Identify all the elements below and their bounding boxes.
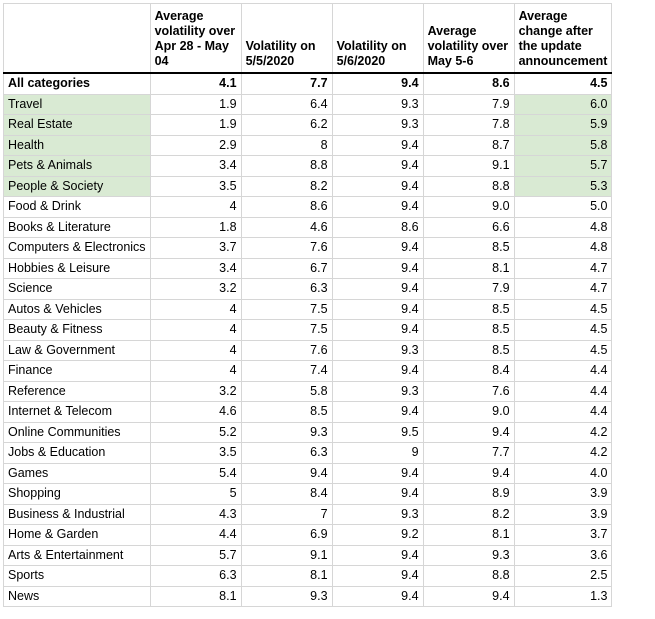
avg-change-cell: 5.8	[514, 135, 612, 156]
table-row	[4, 381, 612, 402]
table-row	[4, 115, 612, 136]
avg-apr28-may04-cell: 1.9	[150, 94, 241, 115]
volatility-may5-cell: 6.4	[241, 94, 332, 115]
avg-may5-6-cell: 9.3	[423, 545, 514, 566]
avg-apr28-may04-cell: 4	[150, 361, 241, 382]
header-avg-may5-6: Average volatility over May 5-6	[423, 4, 514, 74]
avg-may5-6-cell: 8.1	[423, 525, 514, 546]
avg-may5-6-cell: 7.8	[423, 115, 514, 136]
volatility-may6-cell: 9.4	[332, 176, 423, 197]
avg-may5-6-cell: 8.7	[423, 135, 514, 156]
table-row	[4, 320, 612, 341]
avg-change-cell: 3.6	[514, 545, 612, 566]
avg-apr28-may04-cell: 3.2	[150, 279, 241, 300]
volatility-may5-cell: 7.7	[241, 73, 332, 94]
volatility-may6-cell: 9.3	[332, 94, 423, 115]
category-cell: Travel	[4, 94, 151, 115]
avg-apr28-may04-cell: 4.6	[150, 402, 241, 423]
avg-apr28-may04-cell: 5.2	[150, 422, 241, 443]
category-cell: Pets & Animals	[4, 156, 151, 177]
avg-change-cell: 4.5	[514, 299, 612, 320]
volatility-may5-cell: 7.5	[241, 299, 332, 320]
volatility-may6-cell: 9.4	[332, 586, 423, 607]
volatility-may6-cell: 9.4	[332, 299, 423, 320]
avg-change-cell: 4.5	[514, 73, 612, 94]
avg-change-cell: 4.5	[514, 320, 612, 341]
volatility-may6-cell: 9.4	[332, 402, 423, 423]
avg-apr28-may04-cell: 6.3	[150, 566, 241, 587]
avg-change-cell: 4.8	[514, 238, 612, 259]
table-row	[4, 566, 612, 587]
table-row	[4, 94, 612, 115]
volatility-may5-cell: 8.4	[241, 484, 332, 505]
volatility-may5-cell: 6.3	[241, 443, 332, 464]
avg-change-cell: 4.4	[514, 361, 612, 382]
volatility-may6-cell: 9.3	[332, 115, 423, 136]
avg-may5-6-cell: 6.6	[423, 217, 514, 238]
avg-apr28-may04-cell: 4	[150, 197, 241, 218]
avg-change-cell: 4.4	[514, 381, 612, 402]
category-cell: Autos & Vehicles	[4, 299, 151, 320]
avg-apr28-may04-cell: 5.4	[150, 463, 241, 484]
volatility-may6-cell: 9.4	[332, 463, 423, 484]
table-row	[4, 238, 612, 259]
volatility-may6-cell: 9.4	[332, 545, 423, 566]
table-row	[4, 545, 612, 566]
header-avg-change: Average change after the update announcement	[514, 4, 612, 74]
avg-may5-6-cell: 7.6	[423, 381, 514, 402]
category-cell: Law & Government	[4, 340, 151, 361]
avg-apr28-may04-cell: 3.2	[150, 381, 241, 402]
table-row	[4, 504, 612, 525]
avg-may5-6-cell: 8.5	[423, 299, 514, 320]
avg-apr28-may04-cell: 5	[150, 484, 241, 505]
avg-apr28-may04-cell: 3.4	[150, 258, 241, 279]
table-row	[4, 402, 612, 423]
volatility-may6-cell: 9.3	[332, 340, 423, 361]
volatility-may5-cell: 6.9	[241, 525, 332, 546]
avg-may5-6-cell: 9.4	[423, 586, 514, 607]
category-cell: Computers & Electronics	[4, 238, 151, 259]
avg-change-cell: 4.2	[514, 422, 612, 443]
avg-may5-6-cell: 8.5	[423, 320, 514, 341]
avg-apr28-may04-cell: 4	[150, 340, 241, 361]
volatility-may5-cell: 8.8	[241, 156, 332, 177]
avg-may5-6-cell: 8.9	[423, 484, 514, 505]
volatility-may6-cell: 9.5	[332, 422, 423, 443]
avg-may5-6-cell: 9.0	[423, 402, 514, 423]
volatility-may5-cell: 7.6	[241, 238, 332, 259]
avg-may5-6-cell: 8.2	[423, 504, 514, 525]
category-cell: Home & Garden	[4, 525, 151, 546]
category-cell: Business & Industrial	[4, 504, 151, 525]
volatility-may6-cell: 9.4	[332, 484, 423, 505]
avg-may5-6-cell: 8.5	[423, 238, 514, 259]
avg-apr28-may04-cell: 4.1	[150, 73, 241, 94]
avg-may5-6-cell: 8.8	[423, 566, 514, 587]
avg-apr28-may04-cell: 3.4	[150, 156, 241, 177]
category-cell: Reference	[4, 381, 151, 402]
avg-change-cell: 4.2	[514, 443, 612, 464]
category-cell: All categories	[4, 73, 151, 94]
volatility-may6-cell: 9.4	[332, 566, 423, 587]
header-category	[4, 4, 151, 74]
volatility-may5-cell: 7.4	[241, 361, 332, 382]
avg-change-cell: 2.5	[514, 566, 612, 587]
avg-change-cell: 5.7	[514, 156, 612, 177]
category-cell: News	[4, 586, 151, 607]
category-cell: Sports	[4, 566, 151, 587]
avg-change-cell: 4.0	[514, 463, 612, 484]
volatility-may5-cell: 4.6	[241, 217, 332, 238]
category-cell: Arts & Entertainment	[4, 545, 151, 566]
volatility-may6-cell: 9.4	[332, 279, 423, 300]
table-body	[4, 73, 612, 607]
avg-apr28-may04-cell: 4	[150, 299, 241, 320]
table-row	[4, 463, 612, 484]
table-row	[4, 73, 612, 94]
table-row	[4, 525, 612, 546]
volatility-may5-cell: 7.6	[241, 340, 332, 361]
avg-apr28-may04-cell: 3.5	[150, 443, 241, 464]
table-row	[4, 176, 612, 197]
avg-change-cell: 3.9	[514, 484, 612, 505]
volatility-may5-cell: 6.3	[241, 279, 332, 300]
volatility-may5-cell: 6.2	[241, 115, 332, 136]
table-row	[4, 279, 612, 300]
avg-may5-6-cell: 9.4	[423, 422, 514, 443]
category-cell: Internet & Telecom	[4, 402, 151, 423]
avg-apr28-may04-cell: 8.1	[150, 586, 241, 607]
avg-may5-6-cell: 9.4	[423, 463, 514, 484]
category-cell: Science	[4, 279, 151, 300]
category-cell: Food & Drink	[4, 197, 151, 218]
avg-change-cell: 3.7	[514, 525, 612, 546]
volatility-may5-cell: 9.1	[241, 545, 332, 566]
category-cell: Shopping	[4, 484, 151, 505]
table-row	[4, 443, 612, 464]
volatility-may6-cell: 9.2	[332, 525, 423, 546]
volatility-may6-cell: 9.4	[332, 135, 423, 156]
volatility-may6-cell: 9.4	[332, 156, 423, 177]
category-cell: Health	[4, 135, 151, 156]
category-cell: Hobbies & Leisure	[4, 258, 151, 279]
table-row	[4, 586, 612, 607]
category-cell: Online Communities	[4, 422, 151, 443]
category-cell: Games	[4, 463, 151, 484]
volatility-may6-cell: 9.4	[332, 361, 423, 382]
header-volatility-may6: Volatility on 5/6/2020	[332, 4, 423, 74]
avg-may5-6-cell: 8.4	[423, 361, 514, 382]
volatility-may5-cell: 9.3	[241, 586, 332, 607]
volatility-may5-cell: 9.4	[241, 463, 332, 484]
avg-apr28-may04-cell: 1.8	[150, 217, 241, 238]
avg-apr28-may04-cell: 4	[150, 320, 241, 341]
avg-change-cell: 3.9	[514, 504, 612, 525]
avg-apr28-may04-cell: 1.9	[150, 115, 241, 136]
category-cell: People & Society	[4, 176, 151, 197]
volatility-may5-cell: 7	[241, 504, 332, 525]
volatility-may6-cell: 9	[332, 443, 423, 464]
table-row	[4, 135, 612, 156]
volatility-may5-cell: 6.7	[241, 258, 332, 279]
avg-may5-6-cell: 9.1	[423, 156, 514, 177]
avg-may5-6-cell: 7.7	[423, 443, 514, 464]
avg-change-cell: 4.8	[514, 217, 612, 238]
avg-apr28-may04-cell: 4.4	[150, 525, 241, 546]
volatility-may6-cell: 9.4	[332, 238, 423, 259]
volatility-may6-cell: 9.3	[332, 381, 423, 402]
avg-apr28-may04-cell: 5.7	[150, 545, 241, 566]
avg-apr28-may04-cell: 2.9	[150, 135, 241, 156]
category-cell: Beauty & Fitness	[4, 320, 151, 341]
avg-may5-6-cell: 9.0	[423, 197, 514, 218]
volatility-may5-cell: 7.5	[241, 320, 332, 341]
table-row	[4, 484, 612, 505]
volatility-may6-cell: 9.4	[332, 320, 423, 341]
volatility-may5-cell: 8.5	[241, 402, 332, 423]
category-cell: Books & Literature	[4, 217, 151, 238]
avg-change-cell: 5.0	[514, 197, 612, 218]
avg-change-cell: 5.9	[514, 115, 612, 136]
table-row	[4, 217, 612, 238]
avg-change-cell: 4.7	[514, 258, 612, 279]
header-row	[4, 4, 612, 74]
avg-may5-6-cell: 7.9	[423, 279, 514, 300]
table-row	[4, 258, 612, 279]
avg-may5-6-cell: 8.8	[423, 176, 514, 197]
avg-change-cell: 6.0	[514, 94, 612, 115]
volatility-may5-cell: 9.3	[241, 422, 332, 443]
avg-change-cell: 5.3	[514, 176, 612, 197]
table-row	[4, 361, 612, 382]
avg-apr28-may04-cell: 4.3	[150, 504, 241, 525]
volatility-may5-cell: 8.6	[241, 197, 332, 218]
avg-may5-6-cell: 8.5	[423, 340, 514, 361]
volatility-may6-cell: 8.6	[332, 217, 423, 238]
avg-change-cell: 4.5	[514, 340, 612, 361]
volatility-may6-cell: 9.4	[332, 197, 423, 218]
avg-change-cell: 4.7	[514, 279, 612, 300]
volatility-may6-cell: 9.3	[332, 504, 423, 525]
avg-change-cell: 1.3	[514, 586, 612, 607]
table-row	[4, 299, 612, 320]
category-cell: Jobs & Education	[4, 443, 151, 464]
table-row	[4, 340, 612, 361]
avg-may5-6-cell: 7.9	[423, 94, 514, 115]
table-row	[4, 422, 612, 443]
avg-apr28-may04-cell: 3.5	[150, 176, 241, 197]
header-avg-apr28-may04: Average volatility over Apr 28 - May 04	[150, 4, 241, 74]
volatility-may5-cell: 8.1	[241, 566, 332, 587]
category-cell: Finance	[4, 361, 151, 382]
volatility-may5-cell: 8	[241, 135, 332, 156]
volatility-may6-cell: 9.4	[332, 73, 423, 94]
category-cell: Real Estate	[4, 115, 151, 136]
volatility-may5-cell: 5.8	[241, 381, 332, 402]
table-row	[4, 197, 612, 218]
volatility-table	[3, 3, 612, 607]
volatility-may6-cell: 9.4	[332, 258, 423, 279]
avg-may5-6-cell: 8.1	[423, 258, 514, 279]
avg-apr28-may04-cell: 3.7	[150, 238, 241, 259]
avg-change-cell: 4.4	[514, 402, 612, 423]
volatility-may5-cell: 8.2	[241, 176, 332, 197]
header-volatility-may5: Volatility on 5/5/2020	[241, 4, 332, 74]
avg-may5-6-cell: 8.6	[423, 73, 514, 94]
table-row	[4, 156, 612, 177]
